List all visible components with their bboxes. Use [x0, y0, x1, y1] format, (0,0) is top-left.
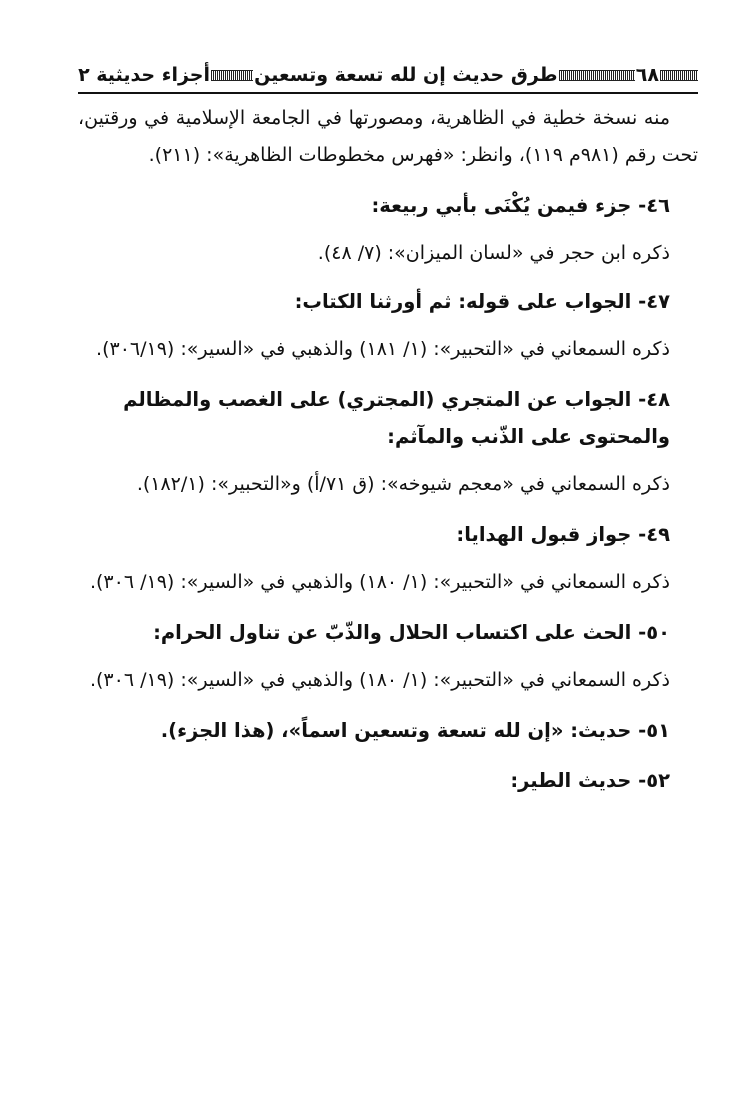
- entry-title: ٥٢- حديث الطير:: [510, 769, 670, 792]
- entry-51: [78, 712, 698, 749]
- page-content: [78, 100, 698, 799]
- entry-title: ٤٧- الجواب على قوله: ثم أورثنا الكتاب:: [294, 290, 670, 313]
- entry-body: ذكره ابن حجر في «لسان الميزان»: (٧/ ٤٨).: [317, 242, 670, 264]
- entry-48: [78, 381, 698, 503]
- entry-body: ذكره السمعاني في «التحبير»: (١/ ١٨٠) والذهبي في «السير»: (١٩/ ٣٠٦).: [89, 669, 670, 691]
- entry-52: [78, 762, 698, 799]
- header-ornament-left: [211, 70, 253, 81]
- entry-49: [78, 516, 698, 601]
- running-header: [78, 60, 698, 90]
- header-ornament-right: [660, 70, 698, 81]
- entry-body: ذكره السمعاني في «التحبير»: (١/ ١٨٠) والذهبي في «السير»: (١٩/ ٣٠٦).: [89, 571, 670, 593]
- entry-47: [78, 283, 698, 368]
- entry-title: ٤٨- الجواب عن المتجري (المجتري) على الغصب والمظالم والمحتوى على الذّنب والمآثم:: [123, 388, 670, 448]
- header-rule: [78, 92, 698, 94]
- page-number: ٦٨: [635, 64, 659, 86]
- series-title: أجزاء حديثية ٢: [78, 64, 210, 86]
- intro-paragraph: منه نسخة خطية في الظاهرية، ومصورتها في الجامعة الإسلامية في ورقتين، تحت رقم (٩٨١م ١١٩)، وانظر: «فهرس مخطوطات الظاهرية»: (٢١١).: [78, 107, 698, 166]
- entry-title: ٥١- حديث: «إن لله تسعة وتسعين اسماً»، (هذا الجزء).: [160, 719, 670, 742]
- entry-50: [78, 614, 698, 699]
- entry-body: ذكره السمعاني في «التحبير»: (١/ ١٨١) والذهبي في «السير»: (٣٠٦/١٩).: [96, 338, 670, 360]
- entry-title: ٤٦- جزء فيمن يُكْنَى بأبي ربيعة:: [371, 194, 670, 217]
- entry-46: [78, 187, 698, 272]
- book-title: طرق حديث إن لله تسعة وتسعين: [254, 64, 558, 86]
- entry-title: ٤٩- جواز قبول الهدايا:: [456, 523, 670, 546]
- entry-body: ذكره السمعاني في «معجم شيوخه»: (ق ٧١/أ) و«التحبير»: (١٨٢/١).: [136, 473, 670, 495]
- header-ornament-middle: [559, 70, 635, 81]
- entry-title: ٥٠- الحث على اكتساب الحلال والذّبّ عن تناول الحرام:: [153, 621, 670, 644]
